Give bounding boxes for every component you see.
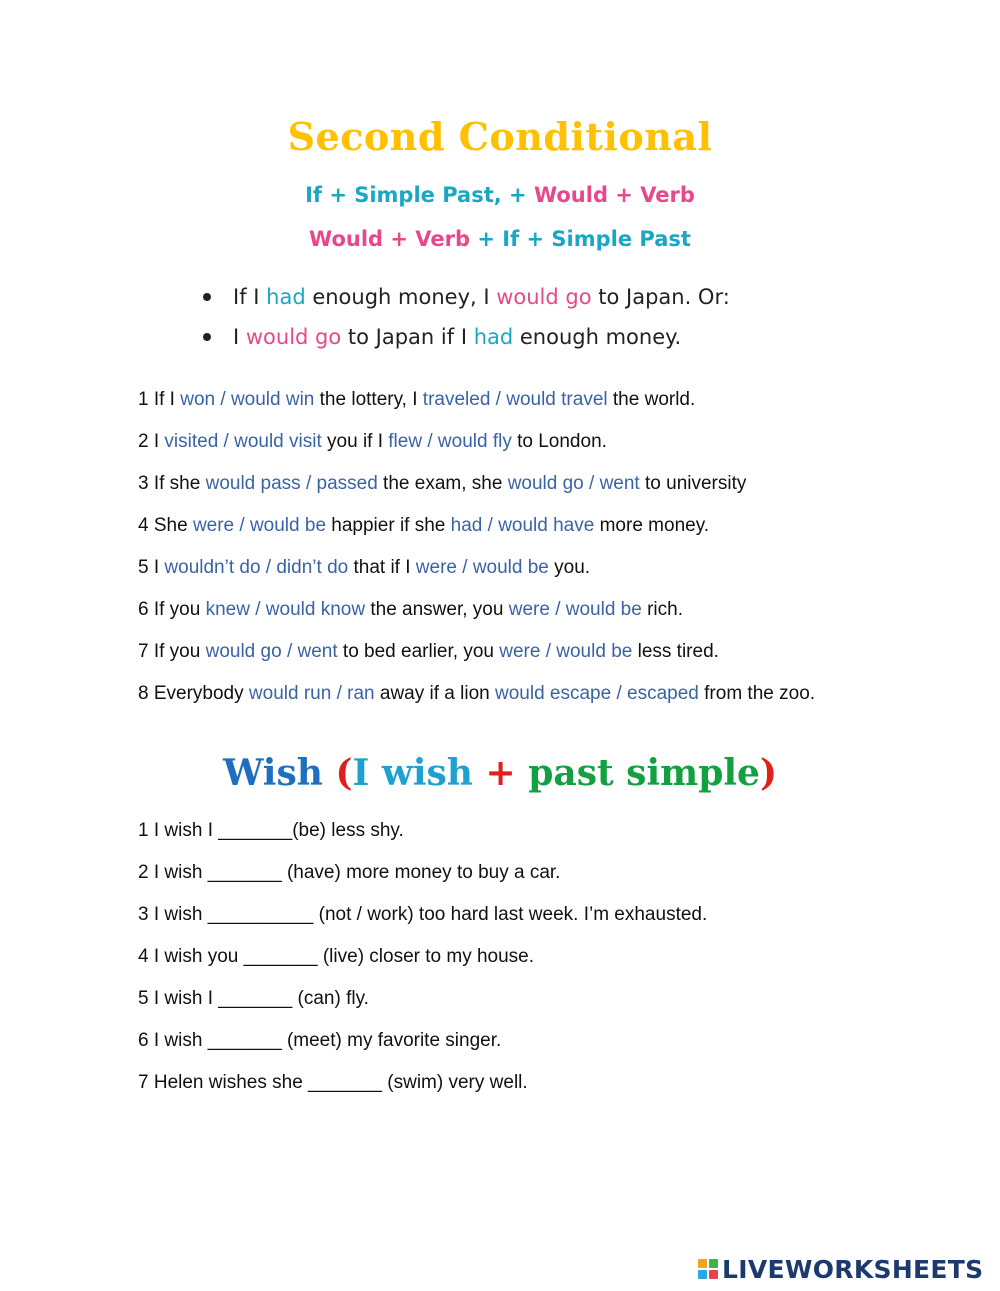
answer-option: had / would have	[450, 515, 595, 536]
wish-plus: +	[485, 752, 516, 794]
exercise1-item	[138, 512, 898, 540]
sentence-text: from the zoo.	[698, 683, 816, 704]
wish-tense: past simple	[528, 752, 760, 794]
sentence-text: 4 She	[138, 515, 193, 536]
logo-square	[709, 1259, 718, 1268]
sentence-text: 3 If she	[138, 473, 206, 494]
exercise2-item: 2 I wish _______ (have) more money to buy a car.	[138, 862, 561, 883]
logo-text: LIVEWORKSHEETS	[722, 1254, 984, 1284]
page-title: Second Conditional	[287, 114, 713, 159]
example-text	[233, 285, 730, 309]
sentence-text: the world.	[607, 389, 696, 410]
exercise1-item	[138, 386, 898, 414]
sentence-text: If I	[233, 285, 267, 309]
formula-would-part: Would + Verb	[309, 227, 471, 251]
sentence-text: the answer, you	[365, 599, 509, 620]
exercise2-item: 4 I wish you _______ (live) closer to my house.	[138, 946, 535, 967]
logo-square	[709, 1270, 718, 1279]
sentence-text: enough money, I	[305, 285, 497, 309]
sentence-text: that if I	[348, 557, 416, 578]
answer-option: would pass / passed	[205, 473, 378, 494]
answer-option: would go	[245, 325, 342, 349]
sentence-text: more money.	[594, 515, 710, 536]
exercise1-text	[138, 515, 709, 536]
example-bullet	[200, 322, 730, 362]
exercise1-text	[138, 683, 815, 704]
example-text	[233, 325, 681, 349]
exercise2-item: 3 I wish __________ (not / work) too hard last week. I’m exhausted.	[138, 904, 708, 925]
sentence-text: 8 Everybody	[138, 683, 249, 704]
example-bullets	[200, 282, 730, 362]
sentence-text: the exam, she	[377, 473, 508, 494]
answer-option: flew / would fly	[388, 431, 512, 452]
answer-option: would escape / escaped	[495, 683, 699, 704]
formula-if-first	[0, 183, 1000, 207]
logo-square	[698, 1270, 707, 1279]
exercise1-item	[138, 470, 898, 498]
answer-option: were / would be	[508, 599, 642, 620]
answer-option: would go / went	[205, 641, 338, 662]
formula-if-part: + If + Simple Past	[470, 227, 691, 251]
sentence-text: to Japan if I	[341, 325, 474, 349]
answer-option: wouldn’t do / didn’t do	[164, 557, 349, 578]
formula-if-part: If + Simple Past, +	[305, 183, 534, 207]
exercise2-item: 6 I wish _______ (meet) my favorite singer.	[138, 1030, 502, 1051]
answer-option: would run / ran	[248, 683, 375, 704]
sentence-text: 6 If you	[138, 599, 206, 620]
sentence-text: the lottery, I	[314, 389, 423, 410]
exercise1-item	[138, 428, 898, 456]
sentence-text: enough money.	[513, 325, 682, 349]
answer-option: had	[266, 285, 306, 309]
formula-would-first	[0, 227, 1000, 251]
wish-close-paren: )	[759, 752, 778, 794]
exercise2-item: 5 I wish I _______ (can) fly.	[138, 988, 369, 1009]
sentence-text: away if a lion	[374, 683, 495, 704]
exercise1-text	[138, 389, 695, 410]
exercise1-item	[138, 680, 828, 708]
sentence-text: you if I	[321, 431, 389, 452]
wish-word: Wish	[222, 752, 323, 794]
exercise1-text	[138, 473, 746, 494]
sentence-text: to bed earlier, you	[337, 641, 500, 662]
sentence-text: happier if she	[326, 515, 451, 536]
wish-title	[0, 752, 1000, 794]
logo-icon	[698, 1259, 718, 1279]
sentence-text: rich.	[641, 599, 683, 620]
sentence-text: 5 I	[138, 557, 165, 578]
answer-option: would go	[496, 285, 592, 309]
sentence-text: less tired.	[632, 641, 719, 662]
example-bullet	[200, 282, 730, 322]
exercise1-item	[138, 596, 898, 624]
exercise1-text	[138, 431, 607, 452]
sentence-text: 2 I	[138, 431, 165, 452]
sentence-text: 7 If you	[138, 641, 206, 662]
answer-option: visited / would visit	[164, 431, 322, 452]
answer-option: knew / would know	[205, 599, 366, 620]
formula-would-part: Would + Verb	[533, 183, 695, 207]
sentence-text: to university	[639, 473, 747, 494]
sentence-text: to London.	[511, 431, 607, 452]
sentence-text: you.	[548, 557, 591, 578]
exercise2-item: 7 Helen wishes she _______ (swim) very well.	[138, 1072, 528, 1093]
wish-open-paren: (	[335, 752, 353, 794]
bullet-dot	[203, 293, 211, 301]
sentence-text: to Japan. Or:	[591, 285, 730, 309]
answer-option: would go / went	[507, 473, 640, 494]
exercise1-text	[138, 599, 683, 620]
exercise1-item	[138, 638, 898, 666]
answer-option: were / would be	[499, 641, 633, 662]
answer-option: were / would be	[415, 557, 549, 578]
exercise1-text	[138, 641, 719, 662]
answer-option: had	[473, 325, 514, 349]
liveworksheets-logo[interactable]	[698, 1254, 983, 1284]
answer-option: traveled / would travel	[422, 389, 608, 410]
exercise2-item: 1 I wish I _______(be) less shy.	[138, 820, 404, 841]
logo-square	[698, 1259, 707, 1268]
exercise1-text	[138, 557, 590, 578]
bullet-dot	[203, 333, 211, 341]
wish-phrase: I wish	[352, 752, 473, 794]
answer-option: were / would be	[192, 515, 327, 536]
sentence-text: I	[233, 325, 246, 349]
exercise1-item	[138, 554, 898, 582]
sentence-text: 1 If I	[138, 389, 181, 410]
answer-option: won / would win	[180, 389, 315, 410]
